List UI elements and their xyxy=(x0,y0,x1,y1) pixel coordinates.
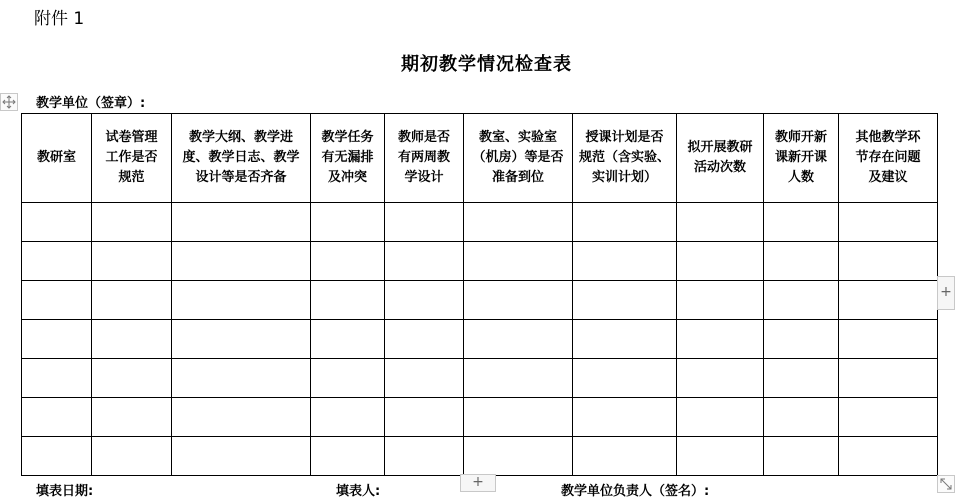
table-cell[interactable] xyxy=(172,320,311,359)
header-line: （机房）等是否 xyxy=(472,150,564,165)
table-cell[interactable] xyxy=(839,242,938,281)
header-line: 活动次数 xyxy=(693,160,746,175)
table-cell[interactable] xyxy=(839,203,938,242)
header-cell xyxy=(311,114,385,203)
table-cell[interactable] xyxy=(573,320,677,359)
filler-label: 填表人: xyxy=(336,484,381,499)
move-icon xyxy=(1,94,17,110)
table-cell[interactable] xyxy=(385,281,464,320)
table-resize-handle[interactable] xyxy=(937,475,955,493)
header-line: 教师是否 xyxy=(397,130,450,145)
table-cell[interactable] xyxy=(311,359,385,398)
header-line: 其他教学环 xyxy=(855,130,921,145)
header-cell xyxy=(573,114,677,203)
table-cell[interactable] xyxy=(573,281,677,320)
header-cell xyxy=(839,114,938,203)
header-line: 课新开课 xyxy=(774,150,827,165)
header-line: 人数 xyxy=(787,170,814,185)
header-line: 工作是否 xyxy=(105,150,158,165)
table-cell[interactable] xyxy=(311,398,385,437)
table-cell[interactable] xyxy=(385,203,464,242)
header-cell xyxy=(464,114,573,203)
header-line: 教室、实验室 xyxy=(478,130,557,145)
table-cell[interactable] xyxy=(172,242,311,281)
header-line: 学设计 xyxy=(404,170,444,185)
table-cell[interactable] xyxy=(92,359,172,398)
table-cell[interactable] xyxy=(22,281,92,320)
table-cell[interactable] xyxy=(385,242,464,281)
header-row xyxy=(22,114,938,203)
table-cell[interactable] xyxy=(839,398,938,437)
table-cell[interactable] xyxy=(385,320,464,359)
table-cell[interactable] xyxy=(311,203,385,242)
table-cell[interactable] xyxy=(839,281,938,320)
check-table xyxy=(21,113,938,476)
table-row xyxy=(22,359,938,398)
resize-icon xyxy=(938,476,954,492)
page-title: 期初教学情况检查表 xyxy=(401,54,572,75)
table-cell[interactable] xyxy=(172,437,311,476)
table-cell[interactable] xyxy=(573,242,677,281)
table-cell[interactable] xyxy=(573,437,677,476)
header-cell xyxy=(172,114,311,203)
table-cell[interactable] xyxy=(92,320,172,359)
table-cell[interactable] xyxy=(22,203,92,242)
table-cell[interactable] xyxy=(22,398,92,437)
table-cell[interactable] xyxy=(172,203,311,242)
table-move-handle[interactable] xyxy=(0,93,18,111)
table-cell[interactable] xyxy=(22,437,92,476)
teaching-unit-label: 教学单位（签章）: xyxy=(36,96,146,111)
table-cell[interactable] xyxy=(764,398,839,437)
table-cell[interactable] xyxy=(464,281,573,320)
header-line: 度、教学日志、教学 xyxy=(182,150,300,165)
table-cell[interactable] xyxy=(92,437,172,476)
table-cell[interactable] xyxy=(22,320,92,359)
table-cell[interactable] xyxy=(92,242,172,281)
header-cell xyxy=(677,114,764,203)
table-cell[interactable] xyxy=(22,242,92,281)
table-cell[interactable] xyxy=(172,398,311,437)
header-line: 试卷管理 xyxy=(105,130,158,145)
header-line: 准备到位 xyxy=(491,170,544,185)
table-row xyxy=(22,281,938,320)
table-cell[interactable] xyxy=(764,437,839,476)
table-cell[interactable] xyxy=(464,320,573,359)
table-row xyxy=(22,320,938,359)
table-cell[interactable] xyxy=(311,320,385,359)
header-line: 节存在问题 xyxy=(855,150,921,165)
table-cell[interactable] xyxy=(839,320,938,359)
table-body xyxy=(22,203,938,476)
table-cell[interactable] xyxy=(311,437,385,476)
table-cell[interactable] xyxy=(464,242,573,281)
table-cell[interactable] xyxy=(385,398,464,437)
header-line: 教学大纲、教学进 xyxy=(188,130,293,145)
table-cell[interactable] xyxy=(172,359,311,398)
table-cell[interactable] xyxy=(677,437,764,476)
header-line: 设计等是否齐备 xyxy=(195,170,287,185)
table-cell[interactable] xyxy=(677,398,764,437)
table-row xyxy=(22,203,938,242)
header-line: 规范（含实验、 xyxy=(578,150,670,165)
header-line: 有无漏排 xyxy=(321,150,374,165)
table-cell[interactable] xyxy=(764,281,839,320)
header-line: 教师开新 xyxy=(774,130,827,145)
table-cell[interactable] xyxy=(677,320,764,359)
table-cell[interactable] xyxy=(92,281,172,320)
table-row xyxy=(22,398,938,437)
add-row-button[interactable]: + xyxy=(460,474,496,492)
fill-date-label: 填表日期: xyxy=(36,484,94,499)
table-cell[interactable] xyxy=(839,437,938,476)
table-cell[interactable] xyxy=(677,203,764,242)
header-line: 教学任务 xyxy=(321,130,374,145)
table-cell[interactable] xyxy=(573,359,677,398)
table-cell[interactable] xyxy=(92,203,172,242)
header-line: 实训计划） xyxy=(591,170,657,185)
table-cell[interactable] xyxy=(385,359,464,398)
header-line: 教研室 xyxy=(36,150,76,165)
table-cell[interactable] xyxy=(573,203,677,242)
header-cell xyxy=(385,114,464,203)
table-cell[interactable] xyxy=(464,437,573,476)
table-cell[interactable] xyxy=(573,398,677,437)
table-cell[interactable] xyxy=(22,359,92,398)
header-line: 有两周教 xyxy=(397,150,450,165)
table-cell[interactable] xyxy=(464,203,573,242)
table-cell[interactable] xyxy=(311,281,385,320)
table-cell[interactable] xyxy=(464,398,573,437)
table-cell[interactable] xyxy=(764,203,839,242)
header-line: 及建议 xyxy=(868,170,908,185)
table-cell[interactable] xyxy=(311,242,385,281)
table-cell[interactable] xyxy=(839,359,938,398)
add-column-button[interactable]: + xyxy=(937,276,955,310)
table-cell[interactable] xyxy=(172,281,311,320)
table-cell[interactable] xyxy=(385,437,464,476)
header-line: 规范 xyxy=(118,170,145,185)
table-cell[interactable] xyxy=(677,281,764,320)
header-line: 拟开展教研 xyxy=(687,140,753,155)
table-cell[interactable] xyxy=(677,242,764,281)
table-cell[interactable] xyxy=(92,398,172,437)
header-cell xyxy=(22,114,92,203)
table-cell[interactable] xyxy=(677,359,764,398)
table-row xyxy=(22,437,938,476)
attachment-label: 附件 1 xyxy=(34,9,85,29)
table-row xyxy=(22,242,938,281)
table-cell[interactable] xyxy=(764,359,839,398)
header-line: 授课计划是否 xyxy=(585,130,664,145)
header-cell xyxy=(92,114,172,203)
unit-head-signature-label: 教学单位负责人（签名）: xyxy=(561,484,710,499)
header-cell xyxy=(764,114,839,203)
table-cell[interactable] xyxy=(764,242,839,281)
table-cell[interactable] xyxy=(764,320,839,359)
header-line: 及冲突 xyxy=(327,170,367,185)
table-cell[interactable] xyxy=(464,359,573,398)
